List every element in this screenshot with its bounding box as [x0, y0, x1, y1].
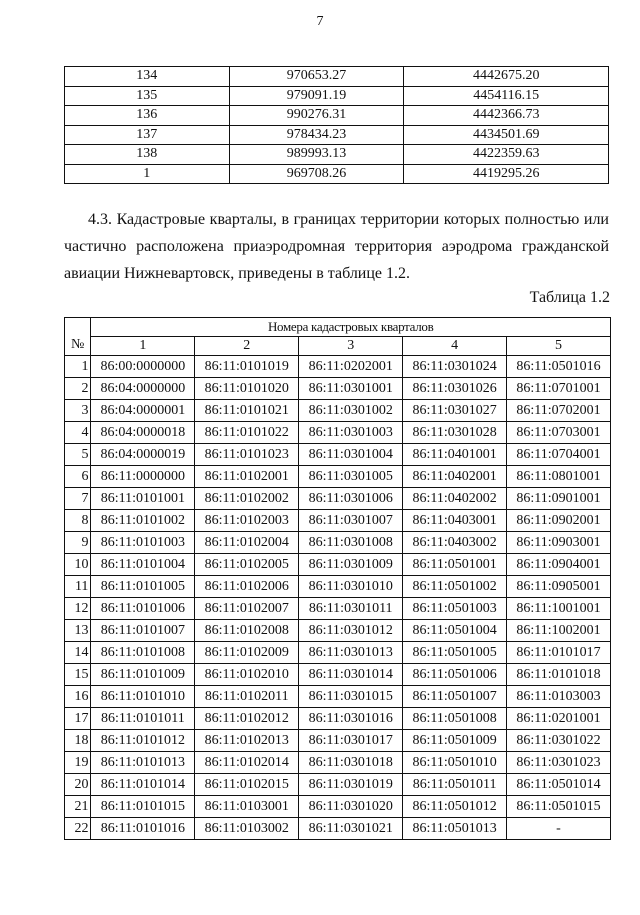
- row-number: 13: [65, 620, 91, 642]
- cadastral-number: 86:11:0501014: [507, 774, 611, 796]
- column-header-3: 3: [299, 337, 403, 356]
- cadastral-number: 86:04:0000019: [91, 444, 195, 466]
- quarters-row: [65, 554, 611, 576]
- cadastral-number: 86:11:0301014: [299, 664, 403, 686]
- row-number: 14: [65, 642, 91, 664]
- quarters-row: [65, 664, 611, 686]
- coordinates-row: [65, 145, 609, 165]
- row-number: 17: [65, 708, 91, 730]
- cadastral-number: 86:11:0101016: [91, 818, 195, 840]
- cadastral-number: 86:11:0301018: [299, 752, 403, 774]
- cadastral-number: 86:11:0103001: [195, 796, 299, 818]
- row-number: 20: [65, 774, 91, 796]
- cadastral-number: 86:11:1001001: [507, 598, 611, 620]
- cadastral-number: 86:11:0904001: [507, 554, 611, 576]
- quarters-row: [65, 576, 611, 598]
- cadastral-number: 86:11:0901001: [507, 488, 611, 510]
- point-number: 134: [65, 67, 230, 87]
- cadastral-number: 86:11:0101001: [91, 488, 195, 510]
- row-number: 18: [65, 730, 91, 752]
- cadastral-number: 86:11:0301011: [299, 598, 403, 620]
- cadastral-number: 86:11:0301012: [299, 620, 403, 642]
- cadastral-number: 86:11:0501007: [403, 686, 507, 708]
- cadastral-number: 86:11:0501008: [403, 708, 507, 730]
- cadastral-number: 86:11:0703001: [507, 422, 611, 444]
- cadastral-number: 86:11:0102007: [195, 598, 299, 620]
- cadastral-number: 86:11:0301026: [403, 378, 507, 400]
- cadastral-number: 86:11:0101004: [91, 554, 195, 576]
- cadastral-number: 86:11:0301019: [299, 774, 403, 796]
- cadastral-number: 86:11:0101014: [91, 774, 195, 796]
- cadastral-number: 86:11:0701001: [507, 378, 611, 400]
- cadastral-number: 86:11:0101007: [91, 620, 195, 642]
- cadastral-number: 86:11:0101021: [195, 400, 299, 422]
- cadastral-number: 86:11:0301001: [299, 378, 403, 400]
- cadastral-number: 86:11:0301006: [299, 488, 403, 510]
- row-number: 5: [65, 444, 91, 466]
- cadastral-number: 86:11:0501013: [403, 818, 507, 840]
- coordinate-y: 4454116.15: [404, 86, 609, 106]
- column-header-5: 5: [507, 337, 611, 356]
- cadastral-number: 86:11:0301009: [299, 554, 403, 576]
- cadastral-number: 86:11:0101006: [91, 598, 195, 620]
- coordinate-y: 4419295.26: [404, 164, 609, 184]
- cadastral-number: 86:11:0905001: [507, 576, 611, 598]
- cadastral-number: 86:11:0000000: [91, 466, 195, 488]
- cadastral-number: 86:11:0102003: [195, 510, 299, 532]
- cadastral-number: 86:11:0101022: [195, 422, 299, 444]
- point-number: 138: [65, 145, 230, 165]
- page-number: 7: [316, 14, 324, 29]
- coordinates-row: [65, 86, 609, 106]
- cadastral-number: 86:11:0402002: [403, 488, 507, 510]
- cadastral-number: 86:11:0301016: [299, 708, 403, 730]
- paragraph-4-3: [64, 206, 609, 287]
- cadastral-number: 86:11:0301020: [299, 796, 403, 818]
- cadastral-number: 86:11:0102011: [195, 686, 299, 708]
- cadastral-number: 86:11:0301007: [299, 510, 403, 532]
- coordinate-x: 978434.23: [229, 125, 404, 145]
- cadastral-number: 86:11:0301013: [299, 642, 403, 664]
- row-number: 11: [65, 576, 91, 598]
- cadastral-number: 86:11:0301010: [299, 576, 403, 598]
- table-caption: Таблица 1.2: [529, 289, 610, 306]
- cadastral-number: 86:11:0101003: [91, 532, 195, 554]
- quarters-row: [65, 752, 611, 774]
- cadastral-number: 86:11:0101011: [91, 708, 195, 730]
- point-number: 137: [65, 125, 230, 145]
- quarters-row: [65, 598, 611, 620]
- cadastral-number: 86:11:0101005: [91, 576, 195, 598]
- cadastral-number: 86:04:0000000: [91, 378, 195, 400]
- cadastral-number: 86:11:0501002: [403, 576, 507, 598]
- cadastral-number: 86:11:0501004: [403, 620, 507, 642]
- cadastral-number: 86:11:0101010: [91, 686, 195, 708]
- row-number: 9: [65, 532, 91, 554]
- cadastral-number: 86:11:0102008: [195, 620, 299, 642]
- row-number: 16: [65, 686, 91, 708]
- row-number: 22: [65, 818, 91, 840]
- cadastral-number: 86:11:0102002: [195, 488, 299, 510]
- header-row-number: №: [65, 318, 91, 356]
- cadastral-number: 86:11:0102014: [195, 752, 299, 774]
- header-row-columns: [65, 337, 611, 356]
- cadastral-number: 86:11:0102015: [195, 774, 299, 796]
- quarters-row: [65, 774, 611, 796]
- cadastral-number: 86:11:0102006: [195, 576, 299, 598]
- header-row-group: [65, 318, 611, 337]
- cadastral-number: 86:11:0101013: [91, 752, 195, 774]
- cadastral-number: -: [507, 818, 611, 840]
- cadastral-number: 86:11:1002001: [507, 620, 611, 642]
- cadastral-number: 86:11:0301008: [299, 532, 403, 554]
- cadastral-number: 86:11:0501012: [403, 796, 507, 818]
- cadastral-number: 86:11:0403002: [403, 532, 507, 554]
- quarters-row: [65, 686, 611, 708]
- coordinate-y: 4442366.73: [404, 106, 609, 126]
- cadastral-number: 86:00:0000000: [91, 356, 195, 378]
- paragraph-text: 4.3. Кадастровые кварталы, в границах территории которых полностью или частично расположена приаэродромная территория аэродрома гражданской авиации Нижневартовск, приведены в таблице 1.2.: [64, 211, 609, 282]
- cadastral-number: 86:11:0102001: [195, 466, 299, 488]
- coordinate-y: 4434501.69: [404, 125, 609, 145]
- column-header-1: 1: [91, 337, 195, 356]
- row-number: 15: [65, 664, 91, 686]
- coordinate-x: 979091.19: [229, 86, 404, 106]
- cadastral-number: 86:11:0902001: [507, 510, 611, 532]
- row-number: 8: [65, 510, 91, 532]
- quarters-row: [65, 444, 611, 466]
- point-number: 136: [65, 106, 230, 126]
- cadastral-number: 86:11:0102010: [195, 664, 299, 686]
- cadastral-number: 86:11:0301005: [299, 466, 403, 488]
- cadastral-number: 86:11:0301002: [299, 400, 403, 422]
- cadastral-number: 86:11:0903001: [507, 532, 611, 554]
- cadastral-number: 86:11:0101017: [507, 642, 611, 664]
- cadastral-number: 86:11:0301004: [299, 444, 403, 466]
- quarters-row: [65, 642, 611, 664]
- cadastral-number: 86:11:0501011: [403, 774, 507, 796]
- point-number: 135: [65, 86, 230, 106]
- coordinates-row: [65, 125, 609, 145]
- cadastral-number: 86:11:0801001: [507, 466, 611, 488]
- coordinate-x: 970653.27: [229, 67, 404, 87]
- cadastral-number: 86:11:0101019: [195, 356, 299, 378]
- cadastral-number: 86:11:0501006: [403, 664, 507, 686]
- cadastral-quarters-table: [64, 317, 611, 840]
- quarters-row: [65, 532, 611, 554]
- cadastral-number: 86:04:0000001: [91, 400, 195, 422]
- quarters-row: [65, 488, 611, 510]
- row-number: 12: [65, 598, 91, 620]
- coordinates-table-body: [65, 67, 609, 184]
- cadastral-number: 86:11:0301021: [299, 818, 403, 840]
- quarters-row: [65, 510, 611, 532]
- row-number: 4: [65, 422, 91, 444]
- cadastral-number: 86:04:0000018: [91, 422, 195, 444]
- cadastral-number: 86:11:0101008: [91, 642, 195, 664]
- quarters-row: [65, 730, 611, 752]
- cadastral-number: 86:11:0101009: [91, 664, 195, 686]
- quarters-row: [65, 796, 611, 818]
- quarters-row: [65, 708, 611, 730]
- cadastral-number: 86:11:0501009: [403, 730, 507, 752]
- coordinates-table: [64, 66, 609, 184]
- cadastral-number: 86:11:0101012: [91, 730, 195, 752]
- cadastral-number: 86:11:0301017: [299, 730, 403, 752]
- quarters-row: [65, 466, 611, 488]
- coordinates-row: [65, 106, 609, 126]
- row-number: 1: [65, 356, 91, 378]
- coordinate-x: 969708.26: [229, 164, 404, 184]
- cadastral-number: 86:11:0501001: [403, 554, 507, 576]
- cadastral-number: 86:11:0102009: [195, 642, 299, 664]
- cadastral-number: 86:11:0102005: [195, 554, 299, 576]
- cadastral-number: 86:11:0301003: [299, 422, 403, 444]
- cadastral-number: 86:11:0704001: [507, 444, 611, 466]
- quarters-row: [65, 400, 611, 422]
- cadastral-number: 86:11:0501016: [507, 356, 611, 378]
- cadastral-number: 86:11:0403001: [403, 510, 507, 532]
- cadastral-number: 86:11:0101002: [91, 510, 195, 532]
- cadastral-number: 86:11:0202001: [299, 356, 403, 378]
- coordinate-x: 989993.13: [229, 145, 404, 165]
- column-header-2: 2: [195, 337, 299, 356]
- quarters-table-head: [65, 318, 611, 356]
- cadastral-number: 86:11:0301023: [507, 752, 611, 774]
- row-number: 21: [65, 796, 91, 818]
- row-number: 2: [65, 378, 91, 400]
- header-group-title: Номера кадастровых кварталов: [91, 318, 611, 337]
- cadastral-number: 86:11:0101023: [195, 444, 299, 466]
- cadastral-number: 86:11:0301022: [507, 730, 611, 752]
- cadastral-number: 86:11:0501005: [403, 642, 507, 664]
- cadastral-number: 86:11:0301024: [403, 356, 507, 378]
- quarters-row: [65, 378, 611, 400]
- quarters-row: [65, 818, 611, 840]
- coordinates-row: [65, 67, 609, 87]
- cadastral-number: 86:11:0402001: [403, 466, 507, 488]
- cadastral-number: 86:11:0102013: [195, 730, 299, 752]
- quarters-row: [65, 620, 611, 642]
- cadastral-number: 86:11:0103003: [507, 686, 611, 708]
- cadastral-number: 86:11:0103002: [195, 818, 299, 840]
- row-number: 6: [65, 466, 91, 488]
- quarters-row: [65, 422, 611, 444]
- cadastral-number: 86:11:0501015: [507, 796, 611, 818]
- row-number: 7: [65, 488, 91, 510]
- point-number: 1: [65, 164, 230, 184]
- cadastral-number: 86:11:0501003: [403, 598, 507, 620]
- column-header-4: 4: [403, 337, 507, 356]
- row-number: 3: [65, 400, 91, 422]
- coordinate-y: 4422359.63: [404, 145, 609, 165]
- cadastral-number: 86:11:0201001: [507, 708, 611, 730]
- cadastral-number: 86:11:0101020: [195, 378, 299, 400]
- coordinate-x: 990276.31: [229, 106, 404, 126]
- row-number: 19: [65, 752, 91, 774]
- cadastral-number: 86:11:0102004: [195, 532, 299, 554]
- cadastral-number: 86:11:0301015: [299, 686, 403, 708]
- cadastral-number: 86:11:0101018: [507, 664, 611, 686]
- coordinates-row: [65, 164, 609, 184]
- coordinate-y: 4442675.20: [404, 67, 609, 87]
- cadastral-number: 86:11:0501010: [403, 752, 507, 774]
- quarters-table-body: [65, 356, 611, 840]
- cadastral-number: 86:11:0401001: [403, 444, 507, 466]
- quarters-row: [65, 356, 611, 378]
- cadastral-number: 86:11:0301027: [403, 400, 507, 422]
- cadastral-number: 86:11:0702001: [507, 400, 611, 422]
- cadastral-number: 86:11:0301028: [403, 422, 507, 444]
- row-number: 10: [65, 554, 91, 576]
- cadastral-number: 86:11:0102012: [195, 708, 299, 730]
- cadastral-number: 86:11:0101015: [91, 796, 195, 818]
